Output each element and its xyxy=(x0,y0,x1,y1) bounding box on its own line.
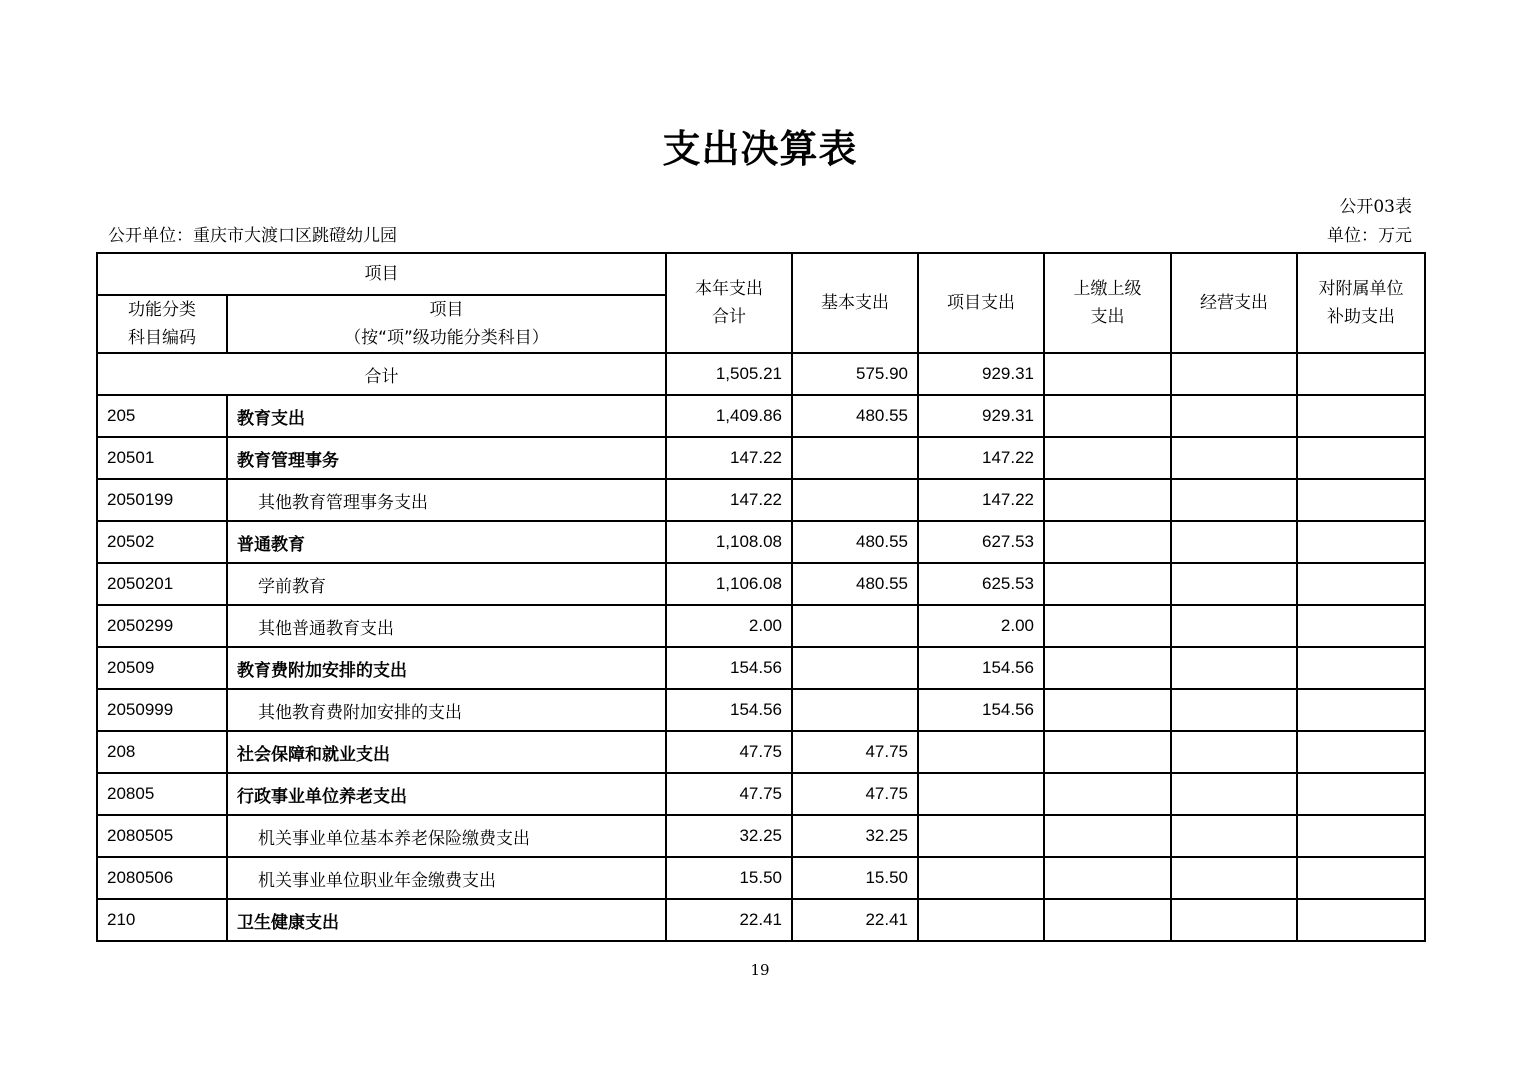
row-total: 47.75 xyxy=(666,773,792,815)
header-subsidy-line1: 对附属单位 xyxy=(1318,279,1404,299)
row-total: 47.75 xyxy=(666,731,792,773)
table-row xyxy=(97,395,1425,437)
total-business xyxy=(1171,353,1297,395)
table-row xyxy=(97,689,1425,731)
page-number: 19 xyxy=(750,961,770,979)
row-code: 20501 xyxy=(97,437,227,479)
table-row xyxy=(97,521,1425,563)
total-upper xyxy=(1044,353,1171,395)
total-row xyxy=(97,353,1425,395)
table-row xyxy=(97,563,1425,605)
row-business xyxy=(1171,395,1297,437)
header-upper xyxy=(1044,253,1171,353)
total-subsidy xyxy=(1297,353,1425,395)
row-subsidy xyxy=(1297,563,1425,605)
row-subsidy xyxy=(1297,647,1425,689)
row-subsidy xyxy=(1297,815,1425,857)
row-code: 2080505 xyxy=(97,815,227,857)
header-upper-line2: 支出 xyxy=(1090,307,1125,327)
row-total: 1,108.08 xyxy=(666,521,792,563)
row-total: 1,106.08 xyxy=(666,563,792,605)
row-name: 学前教育 xyxy=(227,563,666,605)
row-code: 2050201 xyxy=(97,563,227,605)
row-basic xyxy=(792,605,918,647)
row-name: 其他教育费附加安排的支出 xyxy=(227,689,666,731)
total-basic: 575.90 xyxy=(792,353,918,395)
header-basic: 基本支出 xyxy=(792,253,918,353)
row-project xyxy=(918,773,1044,815)
row-name: 卫生健康支出 xyxy=(227,899,666,941)
table-row xyxy=(97,437,1425,479)
row-total: 22.41 xyxy=(666,899,792,941)
row-business xyxy=(1171,899,1297,941)
header-project: 项目支出 xyxy=(918,253,1044,353)
row-business xyxy=(1171,857,1297,899)
header-name xyxy=(227,295,666,353)
row-code: 2050299 xyxy=(97,605,227,647)
row-name: 教育费附加安排的支出 xyxy=(227,647,666,689)
row-basic: 22.41 xyxy=(792,899,918,941)
row-business xyxy=(1171,479,1297,521)
row-name: 机关事业单位基本养老保险缴费支出 xyxy=(227,815,666,857)
row-subsidy xyxy=(1297,899,1425,941)
row-subsidy xyxy=(1297,521,1425,563)
row-total: 154.56 xyxy=(666,647,792,689)
row-basic: 480.55 xyxy=(792,521,918,563)
row-upper xyxy=(1044,521,1171,563)
header-code-line2: 科目编码 xyxy=(128,328,196,348)
header-upper-line1: 上缴上级 xyxy=(1073,279,1142,299)
row-code: 2050199 xyxy=(97,479,227,521)
row-business xyxy=(1171,605,1297,647)
row-basic: 32.25 xyxy=(792,815,918,857)
row-business xyxy=(1171,563,1297,605)
table-row xyxy=(97,857,1425,899)
row-project xyxy=(918,857,1044,899)
row-name: 行政事业单位养老支出 xyxy=(227,773,666,815)
row-name: 社会保障和就业支出 xyxy=(227,731,666,773)
row-total: 147.22 xyxy=(666,437,792,479)
row-total: 2.00 xyxy=(666,605,792,647)
row-subsidy xyxy=(1297,773,1425,815)
row-name: 教育管理事务 xyxy=(227,437,666,479)
table-row xyxy=(97,815,1425,857)
row-basic: 47.75 xyxy=(792,773,918,815)
expenditure-table xyxy=(96,252,1426,942)
row-subsidy xyxy=(1297,479,1425,521)
header-code-line1: 功能分类 xyxy=(128,300,196,320)
row-project: 147.22 xyxy=(918,437,1044,479)
row-upper xyxy=(1044,731,1171,773)
row-name: 机关事业单位职业年金缴费支出 xyxy=(227,857,666,899)
row-subsidy xyxy=(1297,437,1425,479)
row-upper xyxy=(1044,563,1171,605)
reporting-unit: 公开单位：重庆市大渡口区跳磴幼儿园 xyxy=(108,226,397,246)
header-name-line2: （按“项”级功能分类科目） xyxy=(344,328,549,348)
row-name: 其他普通教育支出 xyxy=(227,605,666,647)
row-code: 205 xyxy=(97,395,227,437)
row-code: 208 xyxy=(97,731,227,773)
total-project: 929.31 xyxy=(918,353,1044,395)
row-project: 627.53 xyxy=(918,521,1044,563)
row-project: 154.56 xyxy=(918,689,1044,731)
row-subsidy xyxy=(1297,689,1425,731)
header-total-line2: 合计 xyxy=(712,307,746,327)
header-name-line1: 项目 xyxy=(429,300,464,320)
currency-unit: 单位：万元 xyxy=(1327,226,1412,246)
row-code: 210 xyxy=(97,899,227,941)
row-code: 20805 xyxy=(97,773,227,815)
row-upper xyxy=(1044,899,1171,941)
row-upper xyxy=(1044,437,1171,479)
header-subsidy xyxy=(1297,253,1425,353)
table-row xyxy=(97,731,1425,773)
row-name: 其他教育管理事务支出 xyxy=(227,479,666,521)
row-basic xyxy=(792,437,918,479)
table-row xyxy=(97,773,1425,815)
row-project xyxy=(918,731,1044,773)
header-total-line1: 本年支出 xyxy=(695,279,763,299)
row-project xyxy=(918,815,1044,857)
row-subsidy xyxy=(1297,395,1425,437)
row-code: 2080506 xyxy=(97,857,227,899)
row-project: 147.22 xyxy=(918,479,1044,521)
row-basic: 15.50 xyxy=(792,857,918,899)
header-subsidy-line2: 补助支出 xyxy=(1327,307,1395,327)
table-row xyxy=(97,647,1425,689)
row-total: 1,409.86 xyxy=(666,395,792,437)
row-total: 154.56 xyxy=(666,689,792,731)
row-business xyxy=(1171,731,1297,773)
row-basic xyxy=(792,647,918,689)
row-subsidy xyxy=(1297,731,1425,773)
row-project: 2.00 xyxy=(918,605,1044,647)
row-upper xyxy=(1044,815,1171,857)
row-project: 154.56 xyxy=(918,647,1044,689)
row-upper xyxy=(1044,773,1171,815)
row-business xyxy=(1171,689,1297,731)
header-total xyxy=(666,253,792,353)
table-row xyxy=(97,605,1425,647)
row-basic: 47.75 xyxy=(792,731,918,773)
row-basic xyxy=(792,479,918,521)
row-basic xyxy=(792,689,918,731)
row-business xyxy=(1171,437,1297,479)
row-name: 教育支出 xyxy=(227,395,666,437)
row-business xyxy=(1171,521,1297,563)
row-total: 147.22 xyxy=(666,479,792,521)
table-row xyxy=(97,899,1425,941)
row-project xyxy=(918,899,1044,941)
table-number: 公开03表 xyxy=(1339,197,1412,217)
row-subsidy xyxy=(1297,605,1425,647)
row-code: 2050999 xyxy=(97,689,227,731)
row-business xyxy=(1171,815,1297,857)
row-business xyxy=(1171,773,1297,815)
header-business: 经营支出 xyxy=(1171,253,1297,353)
row-upper xyxy=(1044,479,1171,521)
header-code xyxy=(97,295,227,353)
row-basic: 480.55 xyxy=(792,395,918,437)
table-row xyxy=(97,479,1425,521)
row-upper xyxy=(1044,395,1171,437)
row-code: 20502 xyxy=(97,521,227,563)
total-label: 合计 xyxy=(97,353,666,395)
row-basic: 480.55 xyxy=(792,563,918,605)
row-business xyxy=(1171,647,1297,689)
row-total: 32.25 xyxy=(666,815,792,857)
row-code: 20509 xyxy=(97,647,227,689)
row-project: 625.53 xyxy=(918,563,1044,605)
row-upper xyxy=(1044,647,1171,689)
row-total: 15.50 xyxy=(666,857,792,899)
page-title: 支出决算表 xyxy=(662,127,858,171)
row-upper xyxy=(1044,605,1171,647)
row-name: 普通教育 xyxy=(227,521,666,563)
total-sum: 1,505.21 xyxy=(666,353,792,395)
row-project: 929.31 xyxy=(918,395,1044,437)
row-upper xyxy=(1044,857,1171,899)
row-subsidy xyxy=(1297,857,1425,899)
row-upper xyxy=(1044,689,1171,731)
header-project-group: 项目 xyxy=(97,253,666,295)
